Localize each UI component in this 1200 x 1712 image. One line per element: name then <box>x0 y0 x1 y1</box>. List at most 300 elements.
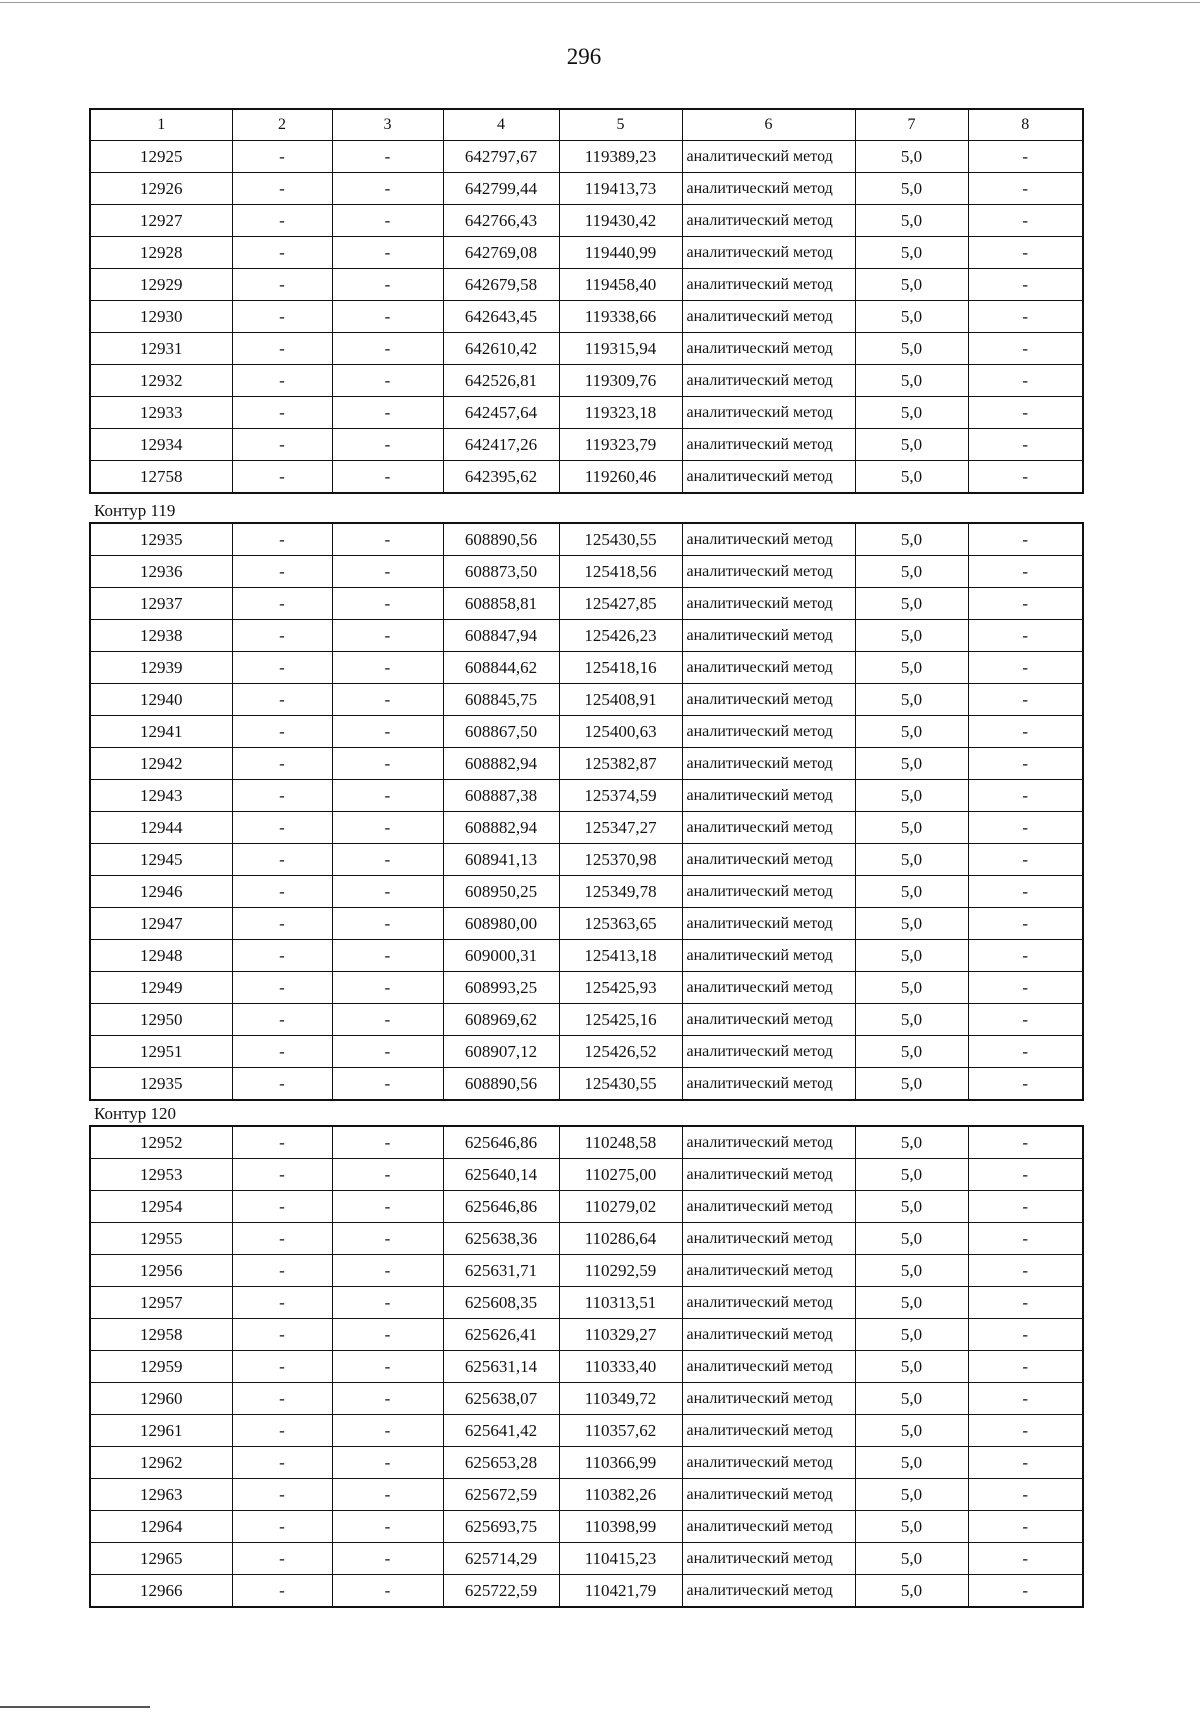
table-cell: 5,0 <box>855 205 968 237</box>
page-number: 296 <box>566 44 602 69</box>
table-cell: 12953 <box>90 1159 232 1191</box>
table-cell: 625626,41 <box>443 1319 559 1351</box>
table-cell: - <box>232 1447 332 1479</box>
table-cell: - <box>968 620 1083 652</box>
table-cell: 119389,23 <box>559 141 682 173</box>
table-cell: - <box>968 908 1083 940</box>
table-cell: 5,0 <box>855 173 968 205</box>
table-cell: 12926 <box>90 173 232 205</box>
table-cell: - <box>968 141 1083 173</box>
table-cell: 12960 <box>90 1383 232 1415</box>
table-row <box>90 908 1083 940</box>
table-cell: 12938 <box>90 620 232 652</box>
header-cell: 7 <box>855 109 968 141</box>
table-cell: 608890,56 <box>443 523 559 556</box>
table-block-1 <box>89 108 1084 494</box>
table-cell: - <box>968 940 1083 972</box>
bottom-rule <box>0 1706 150 1708</box>
table-cell: 608882,94 <box>443 812 559 844</box>
table-cell: - <box>332 205 443 237</box>
table-cell: 5,0 <box>855 523 968 556</box>
table-cell: 119338,66 <box>559 301 682 333</box>
table-cell: - <box>332 141 443 173</box>
table-cell: - <box>332 972 443 1004</box>
table-cell: аналитический метод <box>682 556 855 588</box>
table-cell: 125347,27 <box>559 812 682 844</box>
table-cell: - <box>332 1159 443 1191</box>
table-cell: - <box>232 1159 332 1191</box>
table-cell: 125413,18 <box>559 940 682 972</box>
table-cell: аналитический метод <box>682 1004 855 1036</box>
table-row <box>90 620 1083 652</box>
table-cell: - <box>332 940 443 972</box>
table-cell: 12955 <box>90 1223 232 1255</box>
table-cell: 625693,75 <box>443 1511 559 1543</box>
table-row <box>90 684 1083 716</box>
table-cell: - <box>332 173 443 205</box>
table-row <box>90 141 1083 173</box>
table-cell: 110357,62 <box>559 1415 682 1447</box>
table-row <box>90 1511 1083 1543</box>
table-row <box>90 1543 1083 1575</box>
table-row <box>90 876 1083 908</box>
table-row <box>90 365 1083 397</box>
table-cell: - <box>232 333 332 365</box>
table-cell: - <box>332 716 443 748</box>
table-cell: - <box>332 1255 443 1287</box>
table-cell: 110333,40 <box>559 1351 682 1383</box>
table-cell: аналитический метод <box>682 1511 855 1543</box>
table-cell: 12943 <box>90 780 232 812</box>
table-cell: - <box>968 1575 1083 1608</box>
table-row <box>90 1479 1083 1511</box>
table-body <box>90 523 1083 1100</box>
table-cell: 12937 <box>90 588 232 620</box>
table-cell: - <box>232 876 332 908</box>
table-cell: - <box>332 1068 443 1101</box>
header-cell: 2 <box>232 109 332 141</box>
table-row <box>90 940 1083 972</box>
table-cell: 5,0 <box>855 333 968 365</box>
table-row <box>90 301 1083 333</box>
table-cell: - <box>232 652 332 684</box>
table-row <box>90 205 1083 237</box>
table-cell: аналитический метод <box>682 652 855 684</box>
header-cell: 5 <box>559 109 682 141</box>
table-cell: аналитический метод <box>682 141 855 173</box>
table-cell: 110275,00 <box>559 1159 682 1191</box>
table-cell: 642679,58 <box>443 269 559 301</box>
table-cell: 119323,79 <box>559 429 682 461</box>
coordinates-table-3 <box>89 1125 1084 1608</box>
table-cell: 5,0 <box>855 588 968 620</box>
table-cell: - <box>332 301 443 333</box>
table-cell: аналитический метод <box>682 748 855 780</box>
table-cell: 5,0 <box>855 1036 968 1068</box>
table-cell: - <box>332 365 443 397</box>
table-row <box>90 716 1083 748</box>
table-cell: 5,0 <box>855 301 968 333</box>
table-cell: 5,0 <box>855 1447 968 1479</box>
table-cell: - <box>332 1191 443 1223</box>
table-cell: 5,0 <box>855 1255 968 1287</box>
table-cell: - <box>968 333 1083 365</box>
table-cell: - <box>232 237 332 269</box>
table-cell: - <box>968 1479 1083 1511</box>
table-cell: 110313,51 <box>559 1287 682 1319</box>
table-cell: - <box>968 876 1083 908</box>
table-cell: аналитический метод <box>682 1575 855 1608</box>
table-cell: 5,0 <box>855 461 968 494</box>
table-row <box>90 1223 1083 1255</box>
header-cell: 3 <box>332 109 443 141</box>
table-cell: 5,0 <box>855 1383 968 1415</box>
table-cell: 5,0 <box>855 1575 968 1608</box>
table-cell: 608980,00 <box>443 908 559 940</box>
table-cell: - <box>332 1287 443 1319</box>
table-cell: 625653,28 <box>443 1447 559 1479</box>
table-cell: 642797,67 <box>443 141 559 173</box>
table-cell: 5,0 <box>855 1543 968 1575</box>
table-cell: 5,0 <box>855 269 968 301</box>
table-cell: аналитический метод <box>682 972 855 1004</box>
table-row <box>90 556 1083 588</box>
table-cell: аналитический метод <box>682 1223 855 1255</box>
table-cell: - <box>968 1159 1083 1191</box>
table-cell: 5,0 <box>855 1415 968 1447</box>
table-cell: 608873,50 <box>443 556 559 588</box>
table-cell: - <box>968 429 1083 461</box>
table-row <box>90 1004 1083 1036</box>
table-cell: - <box>232 1415 332 1447</box>
table-row <box>90 523 1083 556</box>
table-cell: - <box>332 1319 443 1351</box>
table-row <box>90 588 1083 620</box>
table-row <box>90 812 1083 844</box>
table-cell: 125425,16 <box>559 1004 682 1036</box>
table-cell: 608887,38 <box>443 780 559 812</box>
table-cell: - <box>332 652 443 684</box>
table-cell: аналитический метод <box>682 1319 855 1351</box>
table-cell: 642417,26 <box>443 429 559 461</box>
table-cell: 608941,13 <box>443 844 559 876</box>
table-cell: аналитический метод <box>682 1255 855 1287</box>
table-cell: 5,0 <box>855 556 968 588</box>
table-cell: аналитический метод <box>682 844 855 876</box>
table-row <box>90 972 1083 1004</box>
table-cell: - <box>968 1415 1083 1447</box>
table-row <box>90 1255 1083 1287</box>
table-cell: - <box>232 556 332 588</box>
table-cell: - <box>232 1223 332 1255</box>
table-cell: - <box>968 1004 1083 1036</box>
table-cell: 119458,40 <box>559 269 682 301</box>
table-cell: - <box>968 301 1083 333</box>
table-row <box>90 1319 1083 1351</box>
table-cell: 119309,76 <box>559 365 682 397</box>
table-cell: 5,0 <box>855 876 968 908</box>
table-cell: 642769,08 <box>443 237 559 269</box>
table-row <box>90 1383 1083 1415</box>
table-cell: 12963 <box>90 1479 232 1511</box>
table-cell: 12928 <box>90 237 232 269</box>
table-cell: 125430,55 <box>559 523 682 556</box>
table-cell: аналитический метод <box>682 684 855 716</box>
header-row <box>90 109 1083 141</box>
top-rule <box>0 2 1200 3</box>
table-cell: - <box>332 1447 443 1479</box>
table-cell: аналитический метод <box>682 1159 855 1191</box>
table-cell: 12941 <box>90 716 232 748</box>
table-cell: - <box>332 844 443 876</box>
table-cell: 5,0 <box>855 141 968 173</box>
table-cell: - <box>332 908 443 940</box>
table-cell: 12940 <box>90 684 232 716</box>
table-cell: - <box>332 1126 443 1159</box>
table-cell: 5,0 <box>855 652 968 684</box>
table-cell: 608844,62 <box>443 652 559 684</box>
coordinates-table-1 <box>89 108 1084 494</box>
table-cell: аналитический метод <box>682 333 855 365</box>
table-cell: 12959 <box>90 1351 232 1383</box>
table-cell: 12949 <box>90 972 232 1004</box>
table-cell: 125408,91 <box>559 684 682 716</box>
table-cell: 642526,81 <box>443 365 559 397</box>
table-cell: 642395,62 <box>443 461 559 494</box>
table-cell: 125363,65 <box>559 908 682 940</box>
table-cell: 5,0 <box>855 1068 968 1101</box>
table-cell: аналитический метод <box>682 1287 855 1319</box>
table-cell: - <box>332 269 443 301</box>
table-row <box>90 1287 1083 1319</box>
table-cell: - <box>232 844 332 876</box>
table-cell: 5,0 <box>855 748 968 780</box>
table-cell: 608867,50 <box>443 716 559 748</box>
table-row <box>90 1351 1083 1383</box>
table-cell: 125400,63 <box>559 716 682 748</box>
table-cell: - <box>968 1191 1083 1223</box>
table-cell: 12966 <box>90 1575 232 1608</box>
table-cell: - <box>332 461 443 494</box>
table-cell: 5,0 <box>855 1126 968 1159</box>
table-cell: 12935 <box>90 523 232 556</box>
table-cell: 625722,59 <box>443 1575 559 1608</box>
table-row <box>90 429 1083 461</box>
table-cell: 12945 <box>90 844 232 876</box>
table-cell: 12931 <box>90 333 232 365</box>
table-cell: - <box>332 1383 443 1415</box>
table-cell: - <box>332 876 443 908</box>
table-cell: - <box>968 748 1083 780</box>
table-cell: - <box>232 620 332 652</box>
table-cell: 608858,81 <box>443 588 559 620</box>
table-cell: - <box>968 397 1083 429</box>
table-cell: 5,0 <box>855 1159 968 1191</box>
table-cell: - <box>332 556 443 588</box>
table-row <box>90 1575 1083 1608</box>
table-cell: 5,0 <box>855 1351 968 1383</box>
table-cell: - <box>332 684 443 716</box>
table-cell: 12952 <box>90 1126 232 1159</box>
table-cell: - <box>232 1191 332 1223</box>
table-cell: - <box>968 1319 1083 1351</box>
table-cell: аналитический метод <box>682 1126 855 1159</box>
table-cell: 625631,71 <box>443 1255 559 1287</box>
table-cell: 110366,99 <box>559 1447 682 1479</box>
table-cell: - <box>968 1068 1083 1101</box>
table-cell: - <box>968 269 1083 301</box>
table-cell: 12946 <box>90 876 232 908</box>
table-cell: - <box>232 1575 332 1608</box>
table-cell: аналитический метод <box>682 1068 855 1101</box>
table-cell: - <box>232 429 332 461</box>
table-cell: 12925 <box>90 141 232 173</box>
table-cell: - <box>968 844 1083 876</box>
table-cell: 12962 <box>90 1447 232 1479</box>
table-cell: 12936 <box>90 556 232 588</box>
table-cell: 625672,59 <box>443 1479 559 1511</box>
table-cell: 125370,98 <box>559 844 682 876</box>
table-cell: 608993,25 <box>443 972 559 1004</box>
table-cell: 608907,12 <box>443 1036 559 1068</box>
table-cell: - <box>968 1383 1083 1415</box>
table-cell: 110279,02 <box>559 1191 682 1223</box>
table-row <box>90 652 1083 684</box>
table-cell: 12939 <box>90 652 232 684</box>
table-cell: - <box>332 1036 443 1068</box>
table-cell: - <box>232 1351 332 1383</box>
table-cell: 5,0 <box>855 397 968 429</box>
table-cell: 608969,62 <box>443 1004 559 1036</box>
table-cell: - <box>232 972 332 1004</box>
table-cell: - <box>232 1543 332 1575</box>
table-cell: аналитический метод <box>682 205 855 237</box>
table-cell: - <box>232 1255 332 1287</box>
table-cell: 12930 <box>90 301 232 333</box>
table-cell: - <box>232 716 332 748</box>
table-cell: 5,0 <box>855 908 968 940</box>
table-cell: 5,0 <box>855 716 968 748</box>
table-cell: 12933 <box>90 397 232 429</box>
table-cell: аналитический метод <box>682 1191 855 1223</box>
table-cell: 625646,86 <box>443 1126 559 1159</box>
table-cell: 125426,52 <box>559 1036 682 1068</box>
table-cell: 5,0 <box>855 1191 968 1223</box>
table-cell: аналитический метод <box>682 876 855 908</box>
table-cell: - <box>232 173 332 205</box>
table-cell: - <box>232 908 332 940</box>
table-cell: - <box>332 1223 443 1255</box>
table-cell: 5,0 <box>855 429 968 461</box>
table-cell: 642643,45 <box>443 301 559 333</box>
table-cell: - <box>968 1351 1083 1383</box>
table-cell: 625641,42 <box>443 1415 559 1447</box>
table-row <box>90 237 1083 269</box>
table-cell: 12961 <box>90 1415 232 1447</box>
table-cell: аналитический метод <box>682 523 855 556</box>
table-cell: 5,0 <box>855 1511 968 1543</box>
table-cell: - <box>968 1511 1083 1543</box>
table-row <box>90 173 1083 205</box>
table-cell: - <box>968 588 1083 620</box>
table-cell: - <box>332 620 443 652</box>
table-cell: 12964 <box>90 1511 232 1543</box>
table-cell: 110286,64 <box>559 1223 682 1255</box>
table-cell: 642766,43 <box>443 205 559 237</box>
table-row <box>90 1447 1083 1479</box>
table-cell: 12957 <box>90 1287 232 1319</box>
table-cell: 119315,94 <box>559 333 682 365</box>
header-cell: 1 <box>90 109 232 141</box>
table-cell: 12929 <box>90 269 232 301</box>
table-row <box>90 1036 1083 1068</box>
header-cell: 4 <box>443 109 559 141</box>
table-cell: 5,0 <box>855 844 968 876</box>
table-cell: аналитический метод <box>682 1543 855 1575</box>
table-cell: 625608,35 <box>443 1287 559 1319</box>
table-cell: 608847,94 <box>443 620 559 652</box>
table-cell: 119413,73 <box>559 173 682 205</box>
table-cell: аналитический метод <box>682 780 855 812</box>
table-cell: - <box>332 1543 443 1575</box>
table-cell: - <box>332 780 443 812</box>
table-cell: 12948 <box>90 940 232 972</box>
table-cell: - <box>232 1004 332 1036</box>
table-cell: 5,0 <box>855 237 968 269</box>
table-cell: - <box>232 588 332 620</box>
table-cell: - <box>332 1004 443 1036</box>
table-cell: 12951 <box>90 1036 232 1068</box>
table-cell: 608882,94 <box>443 748 559 780</box>
table-cell: 642799,44 <box>443 173 559 205</box>
table-cell: 125418,56 <box>559 556 682 588</box>
table-cell: - <box>968 780 1083 812</box>
table-row <box>90 1126 1083 1159</box>
table-cell: - <box>968 205 1083 237</box>
table-cell: - <box>968 1447 1083 1479</box>
table-cell: - <box>232 684 332 716</box>
table-cell: - <box>968 1223 1083 1255</box>
table-cell: 625638,07 <box>443 1383 559 1415</box>
table-cell: 12947 <box>90 908 232 940</box>
table-cell: аналитический метод <box>682 1383 855 1415</box>
table-cell: - <box>232 1126 332 1159</box>
table-cell: 12934 <box>90 429 232 461</box>
table-cell: 608845,75 <box>443 684 559 716</box>
table-cell: - <box>332 397 443 429</box>
table-cell: аналитический метод <box>682 716 855 748</box>
table-cell: - <box>232 1479 332 1511</box>
table-cell: 5,0 <box>855 1479 968 1511</box>
table-row <box>90 269 1083 301</box>
table-cell: 12758 <box>90 461 232 494</box>
table-row <box>90 1068 1083 1101</box>
table-cell: 12927 <box>90 205 232 237</box>
table-cell: аналитический метод <box>682 1036 855 1068</box>
table-cell: аналитический метод <box>682 1415 855 1447</box>
table-row <box>90 780 1083 812</box>
table-cell: 5,0 <box>855 1287 968 1319</box>
table-cell: 5,0 <box>855 940 968 972</box>
table-cell: - <box>232 1036 332 1068</box>
table-cell: аналитический метод <box>682 812 855 844</box>
contour-label-120: Контур 120 <box>94 1104 177 1123</box>
table-cell: 110415,23 <box>559 1543 682 1575</box>
table-cell: аналитический метод <box>682 269 855 301</box>
table-cell: 125382,87 <box>559 748 682 780</box>
table-cell: 110248,58 <box>559 1126 682 1159</box>
table-cell: - <box>232 1383 332 1415</box>
